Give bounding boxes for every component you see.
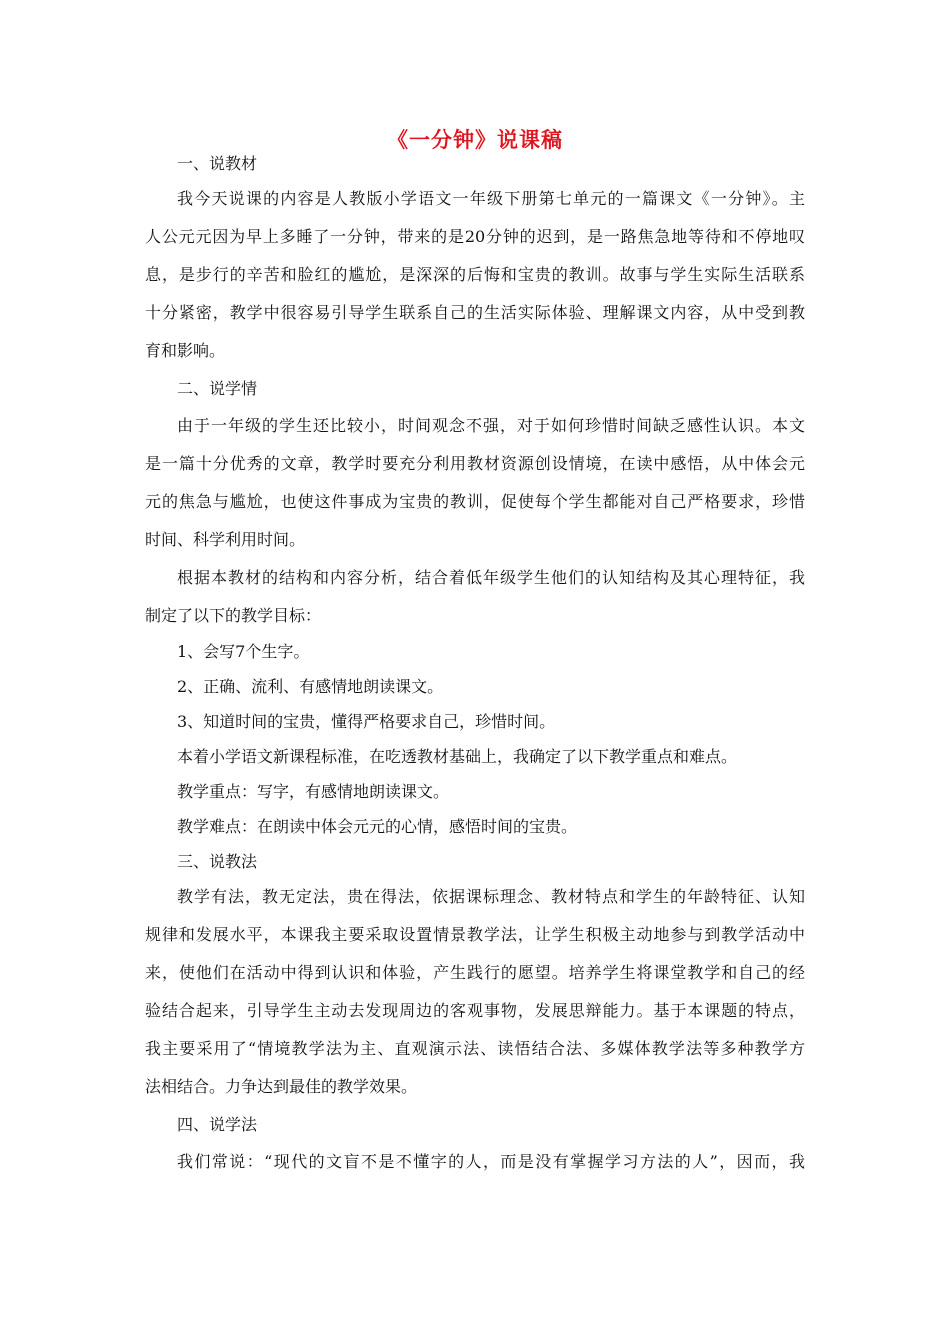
paragraph-line: 教学有法，教无定法，贵在得法，依据课标理念、教材特点和学生的年龄特征、认知: [177, 887, 805, 906]
difficulty-point: 教学难点：在朗读中体会元元的心情，感悟时间的宝贵。: [177, 817, 578, 836]
paragraph-line: 法相结合。力争达到最佳的教学效果。: [145, 1077, 418, 1096]
key-point: 教学重点：写字，有感情地朗读课文。: [177, 782, 450, 801]
paragraph-line: 人公元元因为早上多睡了一分钟，带来的是20分钟的迟到，是一路焦急地等待和不停地叹: [145, 227, 805, 246]
paragraph-line: 我们常说：“现代的文盲不是不懂字的人，而是没有掌握学习方法的人”，因而，我: [177, 1152, 805, 1171]
paragraph-line: 时间、科学利用时间。: [145, 530, 306, 549]
paragraph-line: 我今天说课的内容是人教版小学语文一年级下册第七单元的一篇课文《一分钟》。主: [177, 189, 805, 208]
paragraph-line: 由于一年级的学生还比较小，时间观念不强，对于如何珍惜时间缺乏感性认识。本文: [177, 416, 805, 435]
paragraph-line: 是一篇十分优秀的文章，教学时要充分利用教材资源创设情境，在读中感悟，从中体会元: [145, 454, 805, 473]
paragraph-line: 我主要采用了“情境教学法为主、直观演示法、读悟结合法、多媒体教学法等多种教学方: [145, 1039, 805, 1058]
goal-item-2: 2、正确、流利、有感情地朗读课文。: [177, 677, 444, 696]
document-title: 《一分钟》说课稿: [387, 127, 563, 152]
goal-item-1: 1、会写7个生字。: [177, 642, 310, 661]
section-heading-2: 二、说学情: [177, 379, 258, 398]
section-heading-4: 四、说学法: [177, 1115, 258, 1134]
section-heading-3: 三、说教法: [177, 852, 258, 871]
paragraph-line: 验结合起来，引导学生主动去发现周边的客观事物，发展思辩能力。基于本课题的特点，: [145, 1001, 805, 1020]
paragraph-line: 育和影响。: [145, 341, 226, 360]
paragraph-line: 规律和发展水平，本课我主要采取设置情景教学法，让学生积极主动地参与到教学活动中: [145, 925, 805, 944]
paragraph-line: 息，是步行的辛苦和脸红的尴尬，是深深的后悔和宝贵的教训。故事与学生实际生活联系: [145, 265, 805, 284]
paragraph-line: 根据本教材的结构和内容分析，结合着低年级学生他们的认知结构及其心理特征，我: [177, 568, 805, 587]
section-heading-1: 一、说教材: [177, 154, 258, 173]
paragraph-line: 制定了以下的教学目标：: [145, 606, 322, 625]
paragraph-line: 本着小学语文新课程标准，在吃透教材基础上，我确定了以下教学重点和难点。: [177, 747, 738, 766]
paragraph-line: 来，使他们在活动中得到认识和体验，产生践行的愿望。培养学生将课堂教学和自己的经: [145, 963, 805, 982]
goal-item-3: 3、知道时间的宝贵，懂得严格要求自己，珍惜时间。: [177, 712, 556, 731]
paragraph-line: 元的焦急与尴尬，也使这件事成为宝贵的教训，促使每个学生都能对自己严格要求，珍惜: [145, 492, 805, 511]
paragraph-line: 十分紧密，教学中很容易引导学生联系自己的生活实际体验、理解课文内容，从中受到教: [145, 303, 805, 322]
